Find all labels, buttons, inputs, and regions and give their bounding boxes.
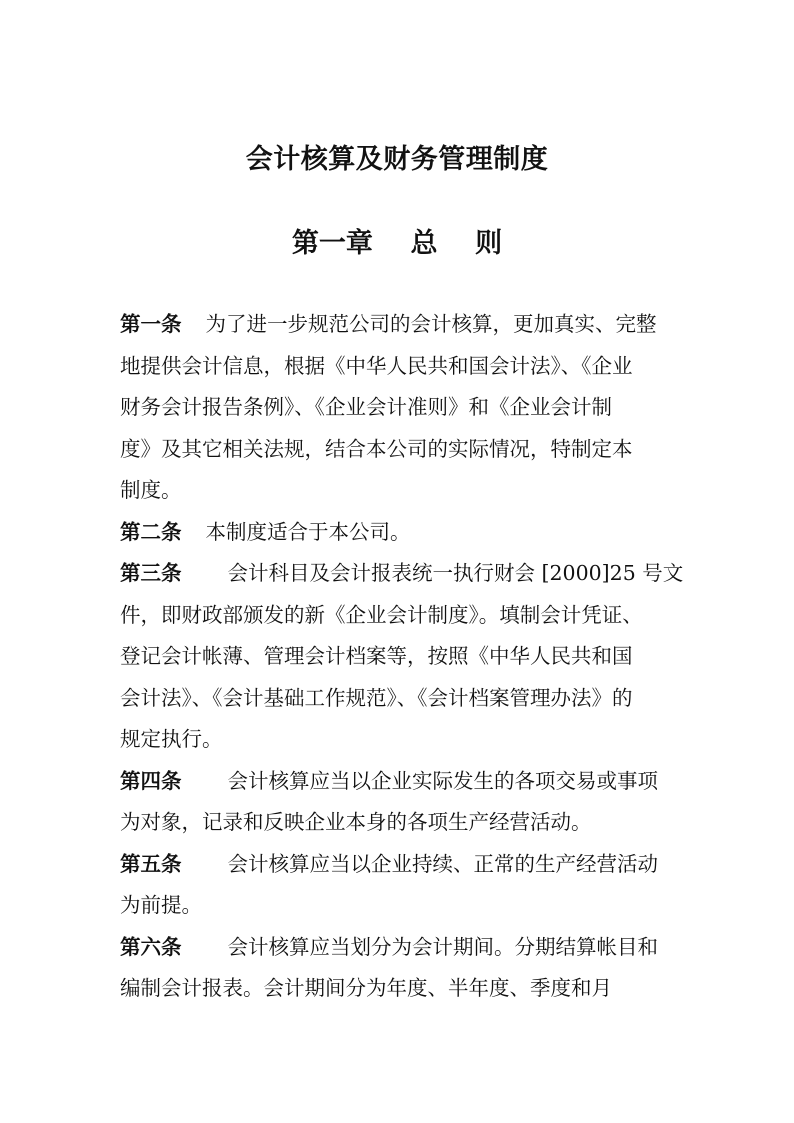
document-title: 会计核算及财务管理制度 (245, 144, 549, 175)
article-2-number: 第二条 (120, 519, 182, 544)
article-4-number: 第四条 (120, 768, 182, 793)
article-3-text: 会计科目及会计报表统一执行财会 [2000]25 号文 (227, 561, 684, 585)
document-body (120, 304, 684, 1010)
article-6-line-2: 编制会计报表。会计期间分为年度、半年度、季度和月 (120, 976, 612, 1000)
article-3-line-1 (120, 553, 684, 595)
article-3-line-2: 件，即财政部颁发的新《企业会计制度》。填制会计凭证、 (120, 602, 643, 627)
article-4-line-1 (120, 761, 680, 803)
article-4-line-2: 为对象，记录和反映企业本身的各项生产经营活动。 (120, 810, 592, 834)
article-5-line-2: 为前提。 (120, 893, 202, 917)
article-1-line-3: 财务会计报告条例》、《企业会计准则》和《企业会计制 (120, 395, 612, 419)
article-5-text: 会计核算应当以企业持续、正常的生产经营活动 (227, 851, 658, 876)
article-1-text: 为了进一步规范公司的会计核算，更加真实、完整 (205, 312, 657, 336)
article-1-number: 第一条 (120, 312, 182, 336)
article-6-number: 第六条 (120, 934, 182, 959)
article-2-line-1 (120, 512, 680, 554)
article-1-line-5: 制度。 (120, 478, 182, 502)
article-3-line-4: 会计法》、《会计基础工作规范》、《会计档案管理办法》的 (120, 685, 633, 710)
article-3-line-3: 登记会计帐薄、管理会计档案等，按照《中华人民共和国 (120, 644, 633, 668)
article-5-line-1 (120, 844, 680, 886)
chapter-heading: 第一章 总 则 (291, 228, 503, 259)
article-1-line-2: 地提供会计信息，根据《中华人民共和国会计法》、《企业 (120, 353, 633, 378)
article-1-line-1 (120, 304, 680, 346)
article-6-text: 会计核算应当划分为会计期间。分期结算帐目和 (227, 934, 658, 959)
article-3-number: 第三条 (120, 561, 182, 585)
article-1-line-4: 度》及其它相关法规，结合本公司的实际情况，特制定本 (120, 436, 633, 461)
article-6-line-1 (120, 927, 680, 969)
article-3-line-5: 规定执行。 (120, 727, 223, 751)
article-2-text: 本制度适合于本公司。 (205, 519, 411, 544)
article-4-text: 会计核算应当以企业实际发生的各项交易或事项 (227, 768, 658, 793)
article-5-number: 第五条 (120, 851, 182, 876)
